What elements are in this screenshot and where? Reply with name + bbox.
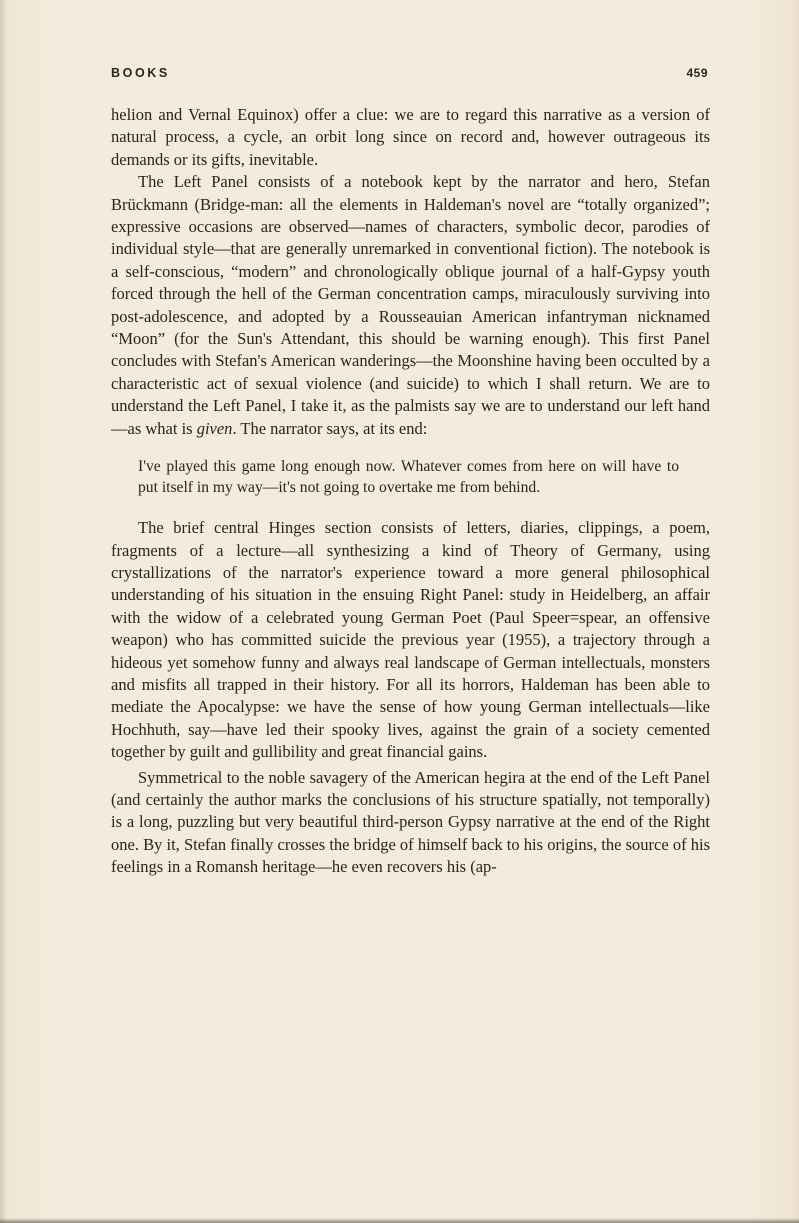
paragraph-left-panel-end: . The narrator says, at its end: <box>232 418 428 438</box>
page-bottom-edge <box>0 1218 799 1223</box>
paragraph-left-panel <box>111 171 710 440</box>
section-title: BOOKS <box>111 66 170 80</box>
page-gutter-shadow <box>0 0 6 1223</box>
body-text <box>111 104 710 879</box>
italic-word-given: given <box>196 418 233 438</box>
paragraph-left-panel-text: The Left Panel consists of a notebook kept by the narrator and hero, Stefan Brückmann (Bridge-man: all the elements in Haldeman's novel are “totally organized”; expressive occasions are observed—names of characters, symbolic decor, parodies of individual style—that are generally unremarked in conventional fiction). The notebook is a self-conscious, “modern” and chronologically oblique journal of a half-Gypsy youth forced through the hell of the German concentration camps, miraculously surviving into post-adolescence, and adopted by a Rousseauian American infantryman nicknamed “Moon” (for the Sun's Attendant, this should be warning enough). This first Panel concludes with Stefan's American wanderings—the Moonshine having been occulted by a characteristic act of sexual violence (and suicide) to which I shall return. We are to understand the Left Panel, I take it, as the palmists say we are to understand our left hand—as what is <box>111 172 710 438</box>
page-number: 459 <box>686 66 708 80</box>
paragraph-hinges: The brief central Hinges section consists of letters, diaries, clippings, a poem, fragments of a lecture—all synthesizing a kind of Theory of Germany, using crystallizations of the narrator's experience toward a more general philosophical understanding of his situation in the ensuing Right Panel: study in Heidelberg, an affair with the widow of a celebrated young German Poet (Paul Speer=spear, an offensive weapon) who has committed suicide the previous year (1955), a trajectory through a hideous yet somehow funny and always real landscape of German intellectuals, monsters and misfits all trapped in their history. For all its horrors, Haldeman has been able to mediate the Apocalypse: we have the sense of how young German intellectuals—like Hochhuth, say—have led their spooky lives, against the grain of a society cemented together by guilt and gullibility and great financial gains. <box>111 518 710 762</box>
block-quote: I've played this game long enough now. Whatever comes from here on will have to put itself in my way—it's not going to overtake me from behind. <box>138 458 679 496</box>
paragraph-symmetrical: Symmetrical to the noble savagery of the American hegira at the end of the Left Panel (and certainly the author marks the conclusions of his structure spatially, not temporally) is a long, puzzling but very beautiful third-person Gypsy narrative at the end of the Right one. By it, Stefan finally crosses the bridge of himself back to his origins, the source of his feelings in a Romansh heritage—he even recovers his (ap- <box>111 767 710 877</box>
running-head <box>111 66 708 84</box>
paragraph-continued: helion and Vernal Equinox) offer a clue: we are to regard this narrative as a version of natural process, a cycle, an orbit long since on record and, however outrageous its demands or its gifts, inevitable. <box>111 105 710 169</box>
